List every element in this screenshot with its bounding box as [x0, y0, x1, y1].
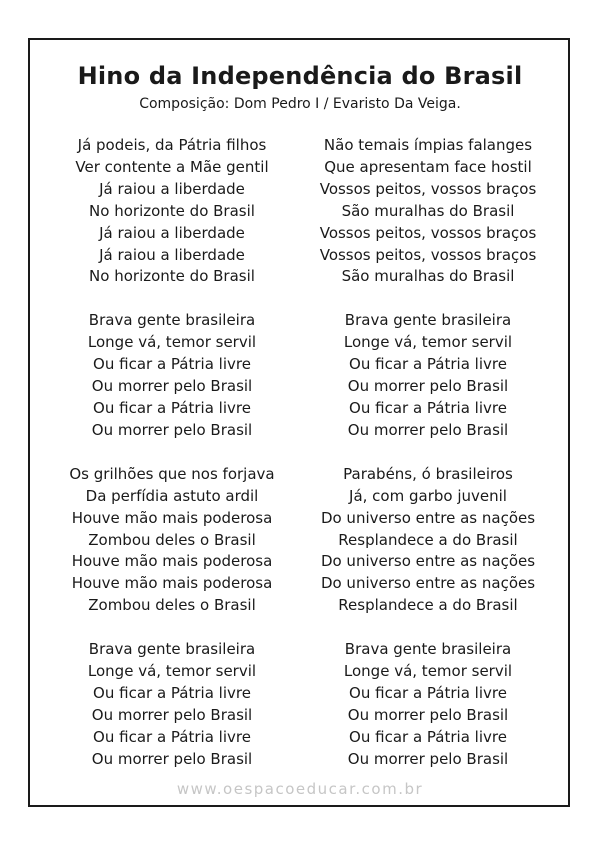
- lyric-line: Os grilhões que nos forjava: [69, 464, 275, 483]
- lyric-line: Ou ficar a Pátria livre: [349, 683, 507, 702]
- lyric-line: Ou morrer pelo Brasil: [347, 377, 509, 396]
- lyric-line: Ou ficar a Pátria livre: [93, 398, 251, 417]
- lyric-line: Houve mão mais poderosa: [71, 552, 273, 571]
- stanza: [47, 639, 297, 770]
- lyric-line: Longe vá, temor servil: [87, 333, 257, 352]
- lyric-line: Ou ficar a Pátria livre: [93, 683, 251, 702]
- lyric-line: Zombou deles o Brasil: [88, 530, 256, 549]
- lyric-line: Longe vá, temor servil: [343, 662, 513, 681]
- lyric-line: Já raiou a liberdade: [99, 179, 245, 198]
- lyrics-left-column: [47, 135, 297, 793]
- lyric-line: Ou ficar a Pátria livre: [93, 355, 251, 374]
- lyric-line: Ou morrer pelo Brasil: [91, 420, 253, 439]
- lyric-line: Brava gente brasileira: [88, 640, 256, 659]
- lyric-line: Vossos peitos, vossos braços: [319, 223, 537, 242]
- lyric-line: Ou morrer pelo Brasil: [347, 705, 509, 724]
- lyric-line: Ou ficar a Pátria livre: [349, 398, 507, 417]
- lyric-line: Ou ficar a Pátria livre: [93, 727, 251, 746]
- lyric-line: Do universo entre as nações: [320, 552, 536, 571]
- stanza: [47, 464, 297, 617]
- lyric-line: Zombou deles o Brasil: [88, 596, 256, 615]
- lyric-line: No horizonte do Brasil: [89, 201, 255, 220]
- lyric-line: No horizonte do Brasil: [89, 267, 255, 286]
- lyric-line: Ou morrer pelo Brasil: [347, 749, 509, 768]
- composer-credit: Composição: Dom Pedro I / Evaristo Da Veiga.: [139, 96, 461, 112]
- stanza: [303, 135, 553, 288]
- lyric-line: Ou morrer pelo Brasil: [91, 377, 253, 396]
- lyric-line: Ou ficar a Pátria livre: [349, 727, 507, 746]
- lyric-line: Do universo entre as nações: [320, 574, 536, 593]
- stanza: [47, 310, 297, 441]
- stanza: [47, 135, 297, 288]
- lyric-line: Longe vá, temor servil: [87, 662, 257, 681]
- lyric-line: Resplandece a do Brasil: [338, 530, 518, 549]
- lyric-line: Do universo entre as nações: [320, 508, 536, 527]
- lyric-line: Vossos peitos, vossos braços: [319, 179, 537, 198]
- website-watermark: www.oespacoeducar.com.br: [176, 780, 424, 798]
- lyric-line: Longe vá, temor servil: [343, 333, 513, 352]
- lyric-line: Brava gente brasileira: [344, 311, 512, 330]
- lyric-line: São muralhas do Brasil: [341, 267, 515, 286]
- lyric-line: Ou morrer pelo Brasil: [347, 420, 509, 439]
- lyric-line: Brava gente brasileira: [344, 640, 512, 659]
- lyric-line: Houve mão mais poderosa: [71, 574, 273, 593]
- lyric-line: Já raiou a liberdade: [99, 245, 245, 264]
- lyric-line: Que apresentam face hostil: [324, 157, 532, 176]
- lyric-line: São muralhas do Brasil: [341, 201, 515, 220]
- lyric-line: Não temais ímpias falanges: [323, 136, 533, 154]
- stanza: [303, 464, 553, 617]
- lyric-line: Ver contente a Mãe gentil: [75, 157, 269, 176]
- lyric-line: Brava gente brasileira: [88, 311, 256, 330]
- lyric-line: Ou morrer pelo Brasil: [91, 749, 253, 768]
- lyric-line: Vossos peitos, vossos braços: [319, 245, 537, 264]
- lyric-line: Resplandece a do Brasil: [338, 596, 518, 615]
- lyric-line: Ou ficar a Pátria livre: [349, 355, 507, 374]
- lyrics-right-column: [303, 135, 553, 793]
- lyric-line: Já raiou a liberdade: [99, 223, 245, 242]
- lyric-line: Ou morrer pelo Brasil: [91, 705, 253, 724]
- stanza: [303, 310, 553, 441]
- lyric-line: Já, com garbo juvenil: [349, 486, 507, 505]
- page-title: Hino da Independência do Brasil: [77, 62, 523, 90]
- lyric-line: Da perfídia astuto ardil: [85, 486, 259, 505]
- lyric-line: Houve mão mais poderosa: [71, 508, 273, 527]
- lyric-line: Parabéns, ó brasileiros: [343, 464, 513, 483]
- lyric-line: Já podeis, da Pátria filhos: [77, 136, 267, 154]
- stanza: [303, 639, 553, 770]
